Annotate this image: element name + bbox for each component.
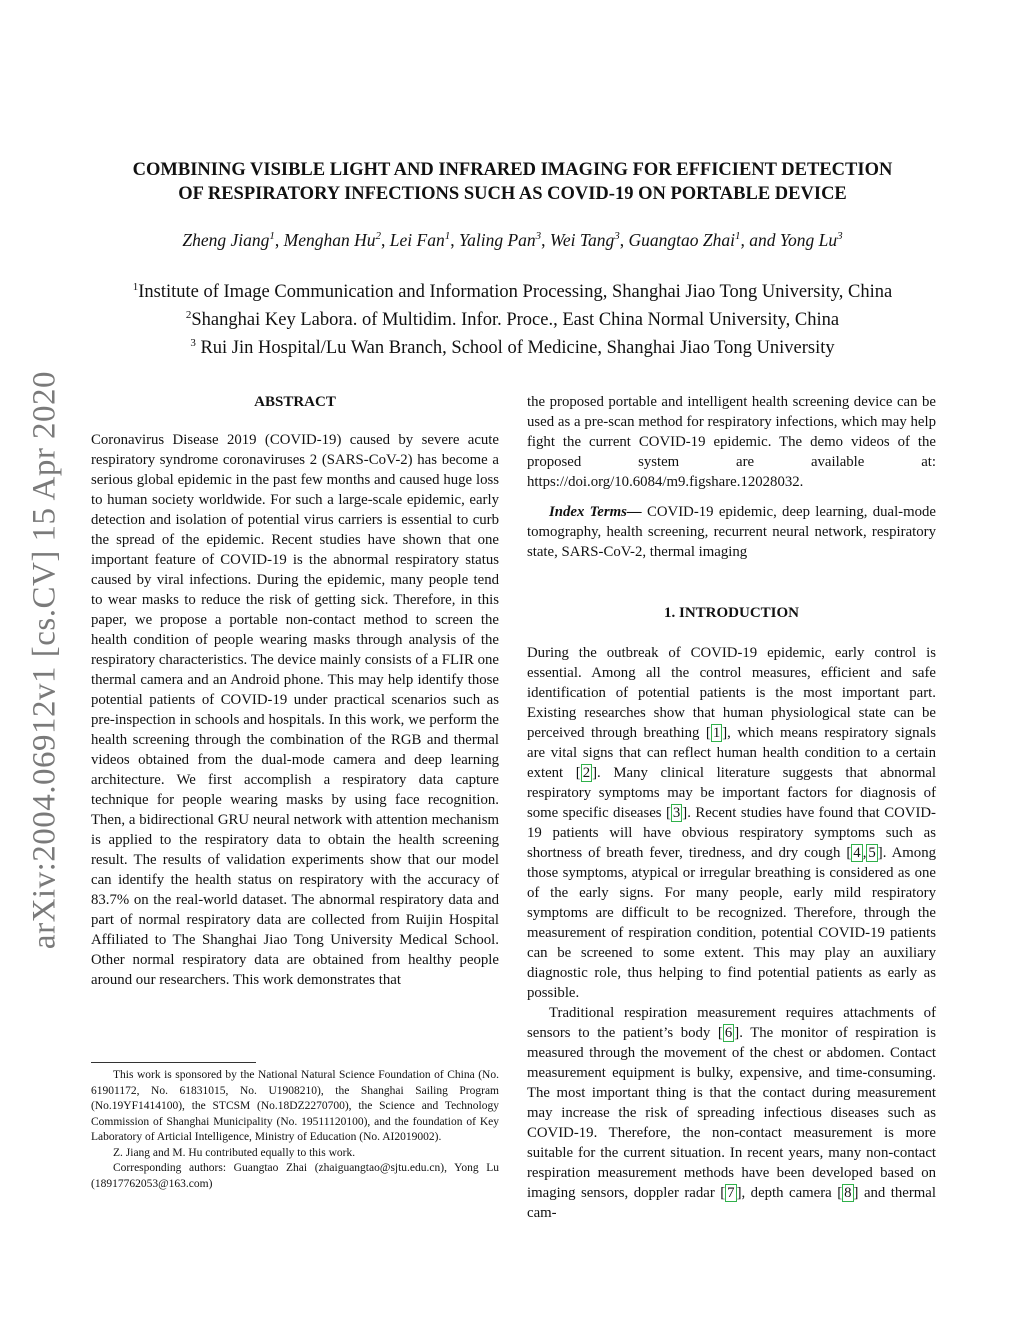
author: Yaling Pan$^3$, [458,230,550,250]
title-line-1: COMBINING VISIBLE LIGHT AND INFRARED IMAGING FOR EFFICIENT DETECTION [132,160,893,180]
citation-link[interactable]: 7 [727,1185,735,1201]
citation-link[interactable]: 5 [868,845,876,861]
intro-paragraph-2: Traditional respiration measurement requires attachments of sensors to the patient’s body [ 6 ]. The monitor of respiration is measured through the movement of the chest or abdomen. Contact measurement equipment is bulky, expensive, and time-consuming. The most important thing is that the contact during measurement may increase the risk of spreading infectious diseases such as COVID-19. Therefore, the non-contact measurement is more suitable for the current situation. In recent years, many non-contact respiration measurement methods have been developed based on imaging sensors, doppler radar [ 7 ], depth camera [ 8 ] and thermal cam- [527,1005,936,1221]
author: Wei Tang$^3$, [549,230,629,250]
introduction-heading: 1. INTRODUCTION [663,605,799,621]
left-column [91,392,499,990]
arxiv-watermark [20,350,70,970]
citation-link[interactable]: 4 [853,845,861,861]
equal-contribution-footnote: Z. Jiang and M. Hu contributed equally to this work. [113,1146,356,1159]
affiliations [90,276,935,360]
right-column [527,392,936,1223]
author: Guangtao Zhai$^1$, and [628,230,780,250]
index-terms-text: COVID-19 epidemic, deep learning, dual-mode tomography, health screening, recurrent neural network, respiratory state, SARS-CoV-2, thermal imaging [527,504,936,560]
affiliation: $^3$ Rui Jin Hospital/Lu Wan Branch, School of Medicine, Shanghai Jiao Tong University [190,337,835,359]
citation-link[interactable]: 8 [844,1185,852,1201]
citation-link[interactable]: 1 [712,725,721,741]
abstract-heading: ABSTRACT [254,394,336,410]
author: Lei Fan$^1$, [389,230,459,250]
footnotes [91,1068,499,1192]
paper-title [90,158,935,206]
abstract-continuation: the proposed portable and intelligent health screening device can be used as a pre-scan method for respiratory infections, which may help fight the current COVID-19 epidemic. The demo videos of the proposed system are available at: https://doi.org/10.6084/m9.figshare.12028032. [527,394,936,490]
author: Yong Lu$^3$ [779,230,843,250]
affiliation: $^1$Institute of Image Communication and Information Processing, Shanghai Jiao Tong University, China [132,281,893,303]
title-line-2: OF RESPIRATORY INFECTIONS SUCH AS COVID-19 ON PORTABLE DEVICE [178,184,847,204]
arxiv-id: arXiv:2004.06912v1 [cs.CV] 15 Apr 2020 [26,370,63,950]
affiliation: $^2$Shanghai Key Labora. of Multidim. Infor. Proce., East China Normal University, China [185,309,840,331]
index-terms-label: Index Terms— [549,504,642,520]
index-terms [527,502,936,562]
citation-link[interactable]: 2 [582,765,591,781]
corresponding-authors-footnote: Corresponding authors: Guangtao Zhai (zhaiguangtao@sjtu.edu.cn), Yong Lu (18917762053@163.com) [91,1162,499,1190]
author-list [90,230,935,251]
footnote-divider [91,1062,256,1063]
funding-footnote: This work is sponsored by the National Natural Science Foundation of China (No. 61901172, No. 61831015, No. U1908210), the Shanghai Sailing Program (No.19YF1414100), the STCSM (No.18DZ2270700), the Science and Technology Commission of Shanghai Municipality (No. 19511120100), and the foundation of Key Laboratory of Articial Intelligence, Ministry of Education (No. AI2019002). [91,1069,499,1143]
author: Menghan Hu$^2$, [283,230,390,250]
citation-link[interactable]: 6 [724,1025,733,1041]
intro-paragraph-1: During the outbreak of COVID-19 epidemic, early control is essential. Among all the control measures, efficient and safe identification of potential patients is the most important part. Existing researches show that human physiological state can be perceived through breathing [ 1 ], which means respiratory signals are vital signs that can reflect human health condition to a certain extent [ 2 ]. Many clinical literature suggests that abnormal respiratory symptoms may be important factors for diagnosis of some specific diseases [ 3 ]. Recent studies have found that COVID-19 patients will have obvious respiratory symptoms such as shortness of breath fever, tiredness, and dry cough [ 4 , 5 ]. Among those symptoms, atypical or irregular breathing is considered as one of the early signs. For many people, early mild respiratory symptoms are difficult to be recognized. Therefore, through the measurement of respiration condition, potential COVID-19 patients can be screened to some extent. This may play an auxiliary diagnostic role, thus helping to find potential patients as early as possible. [527,645,937,1001]
citation-link[interactable]: 3 [672,805,681,821]
abstract-text: Coronavirus Disease 2019 (COVID-19) caused by severe acute respiratory syndrome coronaviruses 2 (SARS-CoV-2) has become a serious global epidemic in the past few months and caused huge loss to human society worldwide. For such a large-scale epidemic, early detection and isolation of potential virus carriers is essential to curb the spread of the epidemic. Recent studies have shown that one important feature of COVID-19 is the abnormal respiratory status caused by viral infections. During the epidemic, many people tend to wear masks to reduce the risk of getting sick. Therefore, in this paper, we propose a portable non-contact method to screen the health condition of people wearing masks through analysis of the respiratory characteristics. The device mainly consists of a FLIR one thermal camera and an Android phone. This may help identify those potential patients of COVID-19 under practical scenarios such as pre-inspection in schools and hospitals. In this work, we perform the health screening through the combination of the RGB and thermal videos obtained from the dual-mode camera and deep learning architecture. We first accomplish a respiratory data capture technique for people wearing masks by using face recognition. Then, a bidirectional GRU neural network with attention mechanism is applied to the respiratory data to obtain the health screening result. The results of validation experiments show that our model can identify the health status on respiratory with the accuracy of 83.7% on the real-world dataset. The abnormal respiratory data and part of normal respiratory data are collected from Ruijin Hospital Affiliated to The Shanghai Jiao Tong University Medical School. Other normal respiratory data are obtained from healthy people around our researchers. This work demonstrates that [91,432,499,988]
author: Zheng Jiang$^1$, [182,230,284,250]
